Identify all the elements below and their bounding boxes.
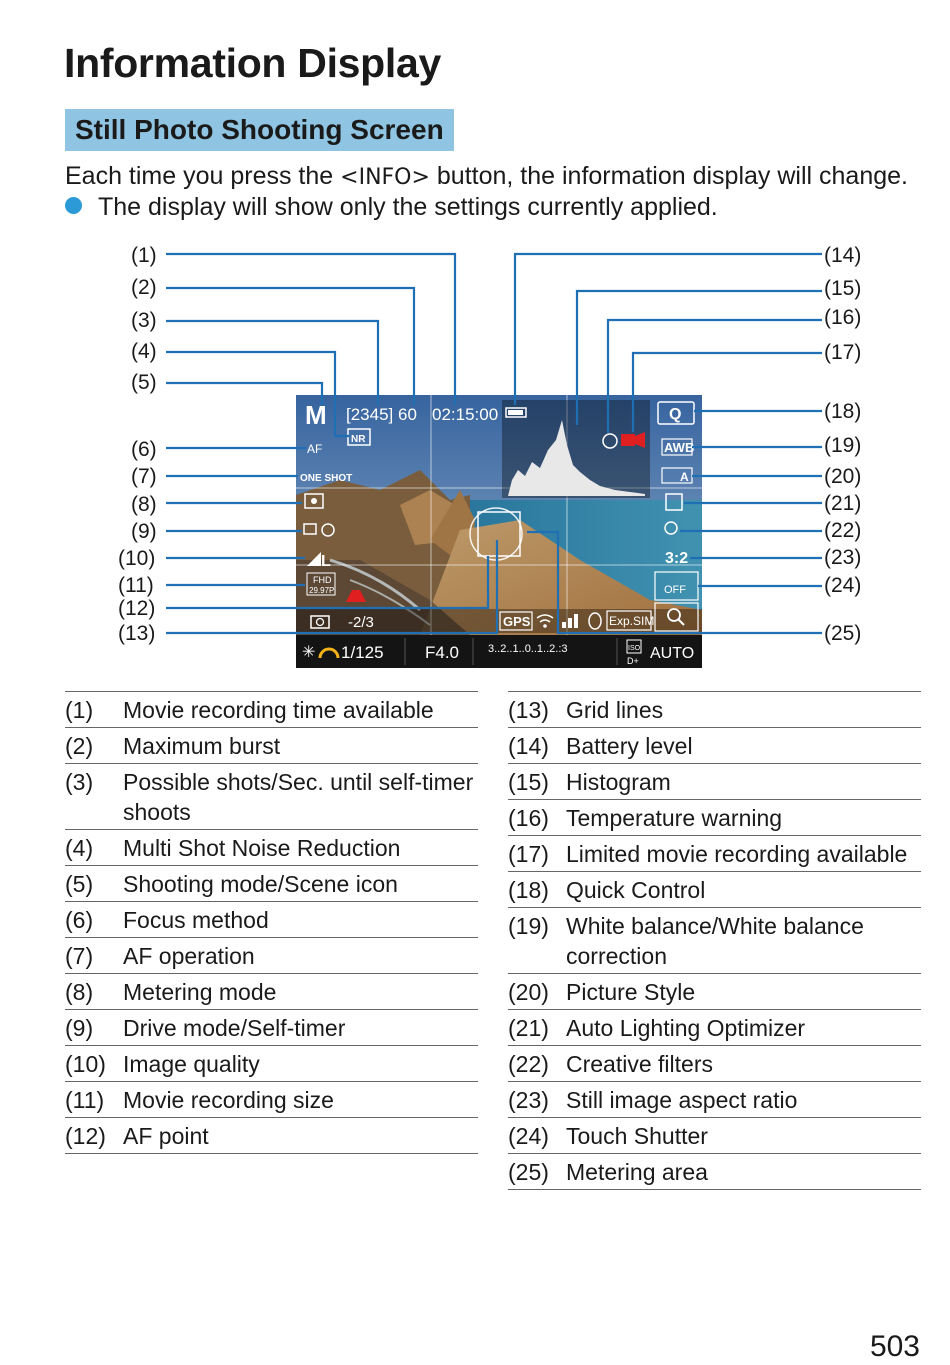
description-text: Shooting mode/Scene icon: [123, 871, 398, 897]
description-text: AF operation: [123, 943, 255, 969]
touch-shutter-icon: OFF: [664, 584, 686, 596]
info-button-label: <INFO>: [340, 165, 430, 190]
section-heading: Still Photo Shooting Screen: [65, 109, 454, 151]
intro-before: Each time you press the: [65, 162, 341, 190]
bullet-note: [65, 191, 718, 223]
callout-12: (12): [118, 597, 156, 620]
description-row: [65, 1118, 478, 1154]
flash-compensation: -2/3: [348, 614, 374, 631]
shooting-screen-diagram: [0, 230, 950, 680]
description-text: Touch Shutter: [566, 1123, 708, 1149]
callout-8: (8): [131, 493, 157, 516]
callout-21: (21): [824, 492, 862, 515]
description-number: (19): [508, 913, 549, 939]
description-text: Quick Control: [566, 877, 706, 903]
callout-10: (10): [118, 547, 156, 570]
callout-7: (7): [131, 465, 157, 488]
callout-20: (20): [824, 465, 862, 488]
callout-9: (9): [131, 520, 157, 543]
description-number: (1): [65, 697, 94, 723]
description-text: Metering mode: [123, 979, 277, 1005]
iso-label: ISO: [628, 645, 641, 652]
picture-style-icon: A: [680, 470, 689, 484]
description-text: Metering area: [566, 1159, 708, 1185]
description-row: [65, 902, 478, 938]
description-number: (22): [508, 1051, 549, 1077]
intro-after: button, the information display will change.: [429, 162, 908, 190]
description-text: Image quality: [123, 1051, 260, 1077]
description-text: Movie recording time available: [123, 697, 434, 723]
bullet-text: The display will show only the settings currently applied.: [98, 193, 718, 221]
callout-14: (14): [824, 244, 862, 267]
iso-sub: D+: [627, 656, 639, 666]
exposure-scale: 3..2..1..0..1..2.:3: [488, 643, 568, 655]
callout-19: (19): [824, 434, 862, 457]
svg-text:L: L: [321, 553, 331, 570]
description-row: [65, 974, 478, 1010]
description-text: AF point: [123, 1123, 209, 1149]
movie-size-icon: FHD: [313, 575, 332, 585]
callout-6: (6): [131, 438, 157, 461]
description-number: (12): [65, 1123, 106, 1149]
description-text: Focus method: [123, 907, 269, 933]
description-row: [65, 764, 478, 830]
white-balance-icon: AWB: [664, 440, 695, 455]
focus-method-icon: AF: [307, 442, 323, 456]
callout-5: (5): [131, 371, 157, 394]
description-number: (25): [508, 1159, 549, 1185]
description-text: Histogram: [566, 769, 671, 795]
description-row: [508, 800, 921, 836]
description-row: [65, 866, 478, 902]
description-number: (14): [508, 733, 549, 759]
callout-1: (1): [131, 244, 157, 267]
callout-11: (11): [118, 574, 154, 597]
description-row: [508, 836, 921, 872]
limited-movie-icon: [621, 434, 635, 446]
description-text: Auto Lighting Optimizer: [566, 1015, 806, 1041]
description-row: [508, 908, 921, 974]
callout-4: (4): [131, 340, 157, 363]
description-text: Drive mode/Self-timer: [123, 1015, 346, 1041]
description-row: [508, 872, 921, 908]
callout-23: (23): [824, 546, 862, 569]
description-row: [65, 728, 478, 764]
description-row: [508, 1010, 921, 1046]
callout-18: (18): [824, 400, 862, 423]
page-number: 503: [869, 1330, 920, 1363]
description-number: (23): [508, 1087, 549, 1113]
aspect-ratio: 3:2: [665, 550, 689, 567]
ae-lock-icon: ✳: [302, 644, 316, 661]
description-row: [508, 1118, 921, 1154]
description-row: [508, 1082, 921, 1118]
description-number: (17): [508, 841, 549, 867]
description-text: Movie recording size: [123, 1087, 334, 1113]
noise-reduction-icon: NR: [351, 434, 366, 445]
description-number: (6): [65, 907, 94, 933]
callout-13: (13): [118, 622, 156, 645]
description-table-right: [508, 691, 921, 1190]
iso-value: AUTO: [650, 645, 695, 662]
description-number: (3): [65, 769, 94, 795]
description-text: Limited movie recording available: [566, 841, 908, 867]
movie-time: 02:15:00: [432, 405, 499, 424]
description-row: [65, 1082, 478, 1118]
aperture-value: F4.0: [425, 643, 460, 662]
shutter-speed: 1/125: [341, 643, 384, 662]
description-table-left: [65, 691, 478, 1154]
description-number: (21): [508, 1015, 549, 1041]
description-text: White balance/White balance correction: [566, 913, 864, 969]
description-number: (13): [508, 697, 549, 723]
description-row: [508, 974, 921, 1010]
callout-22: (22): [824, 519, 862, 542]
description-text: Grid lines: [566, 697, 664, 723]
gps-icon: GPS: [503, 614, 531, 629]
description-text: Still image aspect ratio: [566, 1087, 798, 1113]
description-number: (5): [65, 871, 94, 897]
description-text: Multi Shot Noise Reduction: [123, 835, 401, 861]
description-number: (9): [65, 1015, 94, 1041]
description-row: [65, 830, 478, 866]
description-text: Possible shots/Sec. until self-timer shoots: [123, 769, 474, 825]
description-number: (7): [65, 943, 94, 969]
description-text: Creative filters: [566, 1051, 713, 1077]
description-row: [65, 938, 478, 974]
description-row: [65, 1010, 478, 1046]
description-text: Temperature warning: [566, 805, 783, 831]
description-row: [65, 1046, 478, 1082]
callout-2: (2): [131, 276, 157, 299]
description-row: [508, 692, 921, 728]
description-number: (11): [65, 1087, 105, 1113]
description-row: [508, 764, 921, 800]
description-row: [508, 1046, 921, 1082]
description-text: Battery level: [566, 733, 693, 759]
svg-text:Q: Q: [669, 406, 682, 423]
description-number: (16): [508, 805, 549, 831]
description-number: (18): [508, 877, 549, 903]
intro-text: [65, 160, 908, 194]
exp-sim-icon: Exp.SIM: [609, 614, 655, 628]
callout-17: (17): [824, 341, 862, 364]
callout-25: (25): [824, 622, 862, 645]
description-row: [508, 728, 921, 764]
af-operation-icon: ONE SHOT: [300, 473, 353, 484]
description-number: (15): [508, 769, 549, 795]
svg-text:29.97P: 29.97P: [309, 586, 335, 595]
description-row: [508, 1154, 921, 1190]
description-text: Picture Style: [566, 979, 696, 1005]
callout-15: (15): [824, 277, 862, 300]
description-number: (24): [508, 1123, 549, 1149]
shots-burst: [2345] 60: [346, 405, 417, 424]
callout-16: (16): [824, 306, 862, 329]
callout-24: (24): [824, 574, 862, 597]
description-number: (10): [65, 1051, 106, 1077]
description-number: (2): [65, 733, 94, 759]
shooting-mode-icon: M: [305, 400, 327, 430]
description-text: Maximum burst: [123, 733, 281, 759]
bullet-dot-icon: [65, 197, 82, 214]
callout-3: (3): [131, 309, 157, 332]
description-number: (4): [65, 835, 94, 861]
page-title: Information Display: [64, 40, 442, 86]
description-number: (8): [65, 979, 94, 1005]
description-row: [65, 692, 478, 728]
description-number: (20): [508, 979, 549, 1005]
